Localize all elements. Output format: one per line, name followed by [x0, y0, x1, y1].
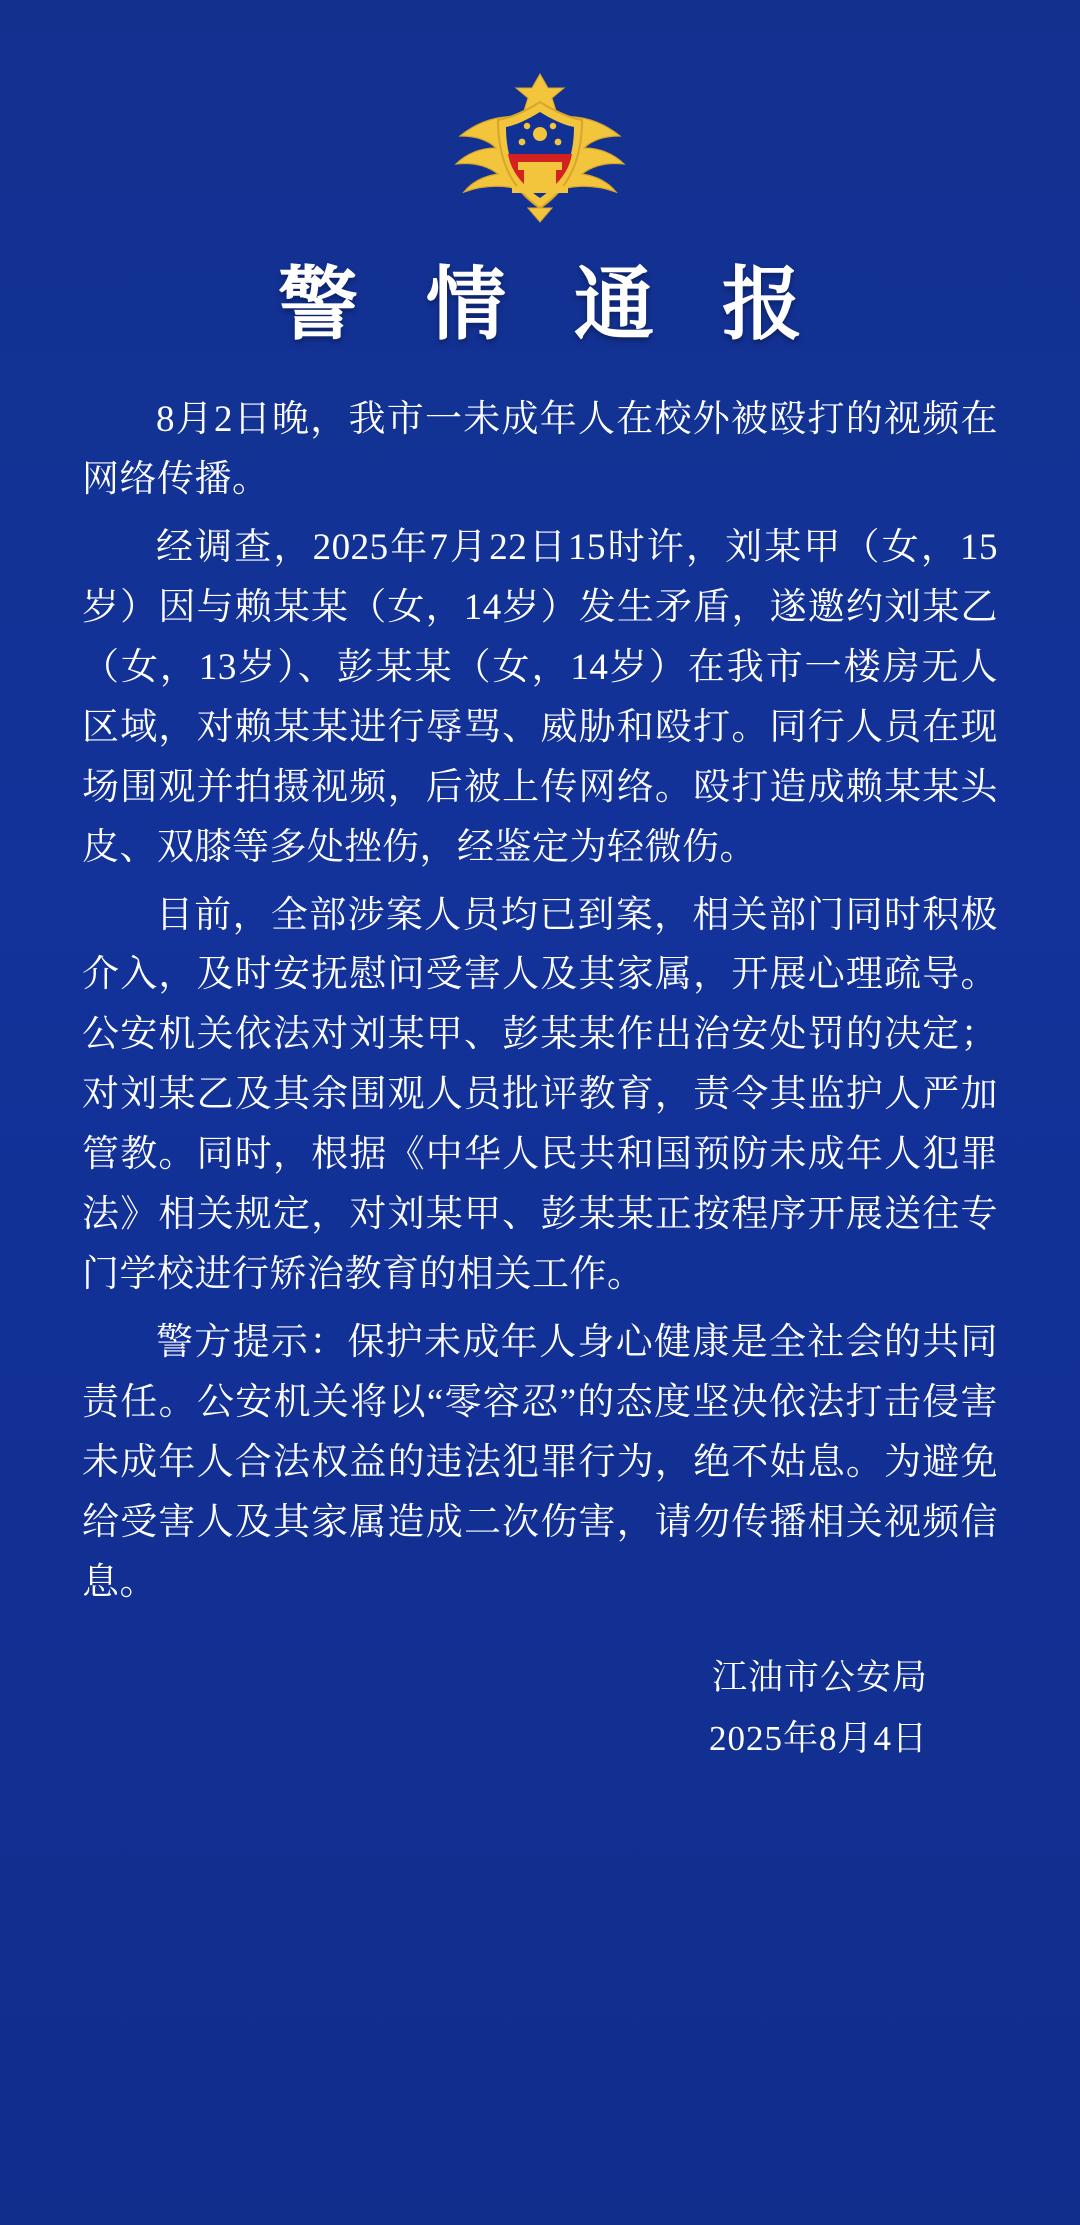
page-title: 警 情 通 报	[278, 262, 826, 350]
paragraph-2: 经调查，2025年7月22日15时许，刘某甲（女，15岁）因与赖某某（女，14岁）发生矛盾，遂邀约刘某乙（女，13岁）、彭某某（女，14岁）在我市一楼房无人区域，对赖某某进行辱骂、威胁和殴打。同行人员在现场围观并拍摄视频，后被上传网络。殴打造成赖某某头皮、双膝等多处挫伤，经鉴定为轻微伤。	[82, 526, 998, 868]
police-badge-emblem-icon	[440, 62, 640, 234]
issue-date: 2025年8月4日	[708, 1719, 928, 1758]
signature-block	[60, 1647, 1020, 1770]
emblem-container	[60, 0, 1020, 234]
paragraph-3: 目前，全部涉案人员均已到案，相关部门同时积极介入，及时安抚慰问受害人及其家属，开展心理疏导。公安机关依法对刘某甲、彭某某作出治安处罚的决定；对刘某乙及其余围观人员批评教育，责令其监护人严加管教。同时，根据《中华人民共和国预防未成年人犯罪法》相关规定，对刘某甲、彭某某正按程序开展送往专门学校进行矫治教育的相关工作。	[82, 894, 998, 1296]
issuing-authority: 江油市公安局	[711, 1657, 928, 1697]
paragraph-4: 警方提示：保护未成年人身心健康是全社会的共同责任。公安机关将以“零容忍”的态度坚决依法打击侵害未成年人合法权益的违法犯罪行为，绝不姑息。为避免给受害人及其家属造成二次伤害，请勿传播相关视频信息。	[82, 1322, 998, 1603]
notice-body	[60, 390, 1020, 1613]
paragraph-1: 8月2日晚，我市一未成年人在校外被殴打的视频在网络传播。	[82, 399, 998, 500]
